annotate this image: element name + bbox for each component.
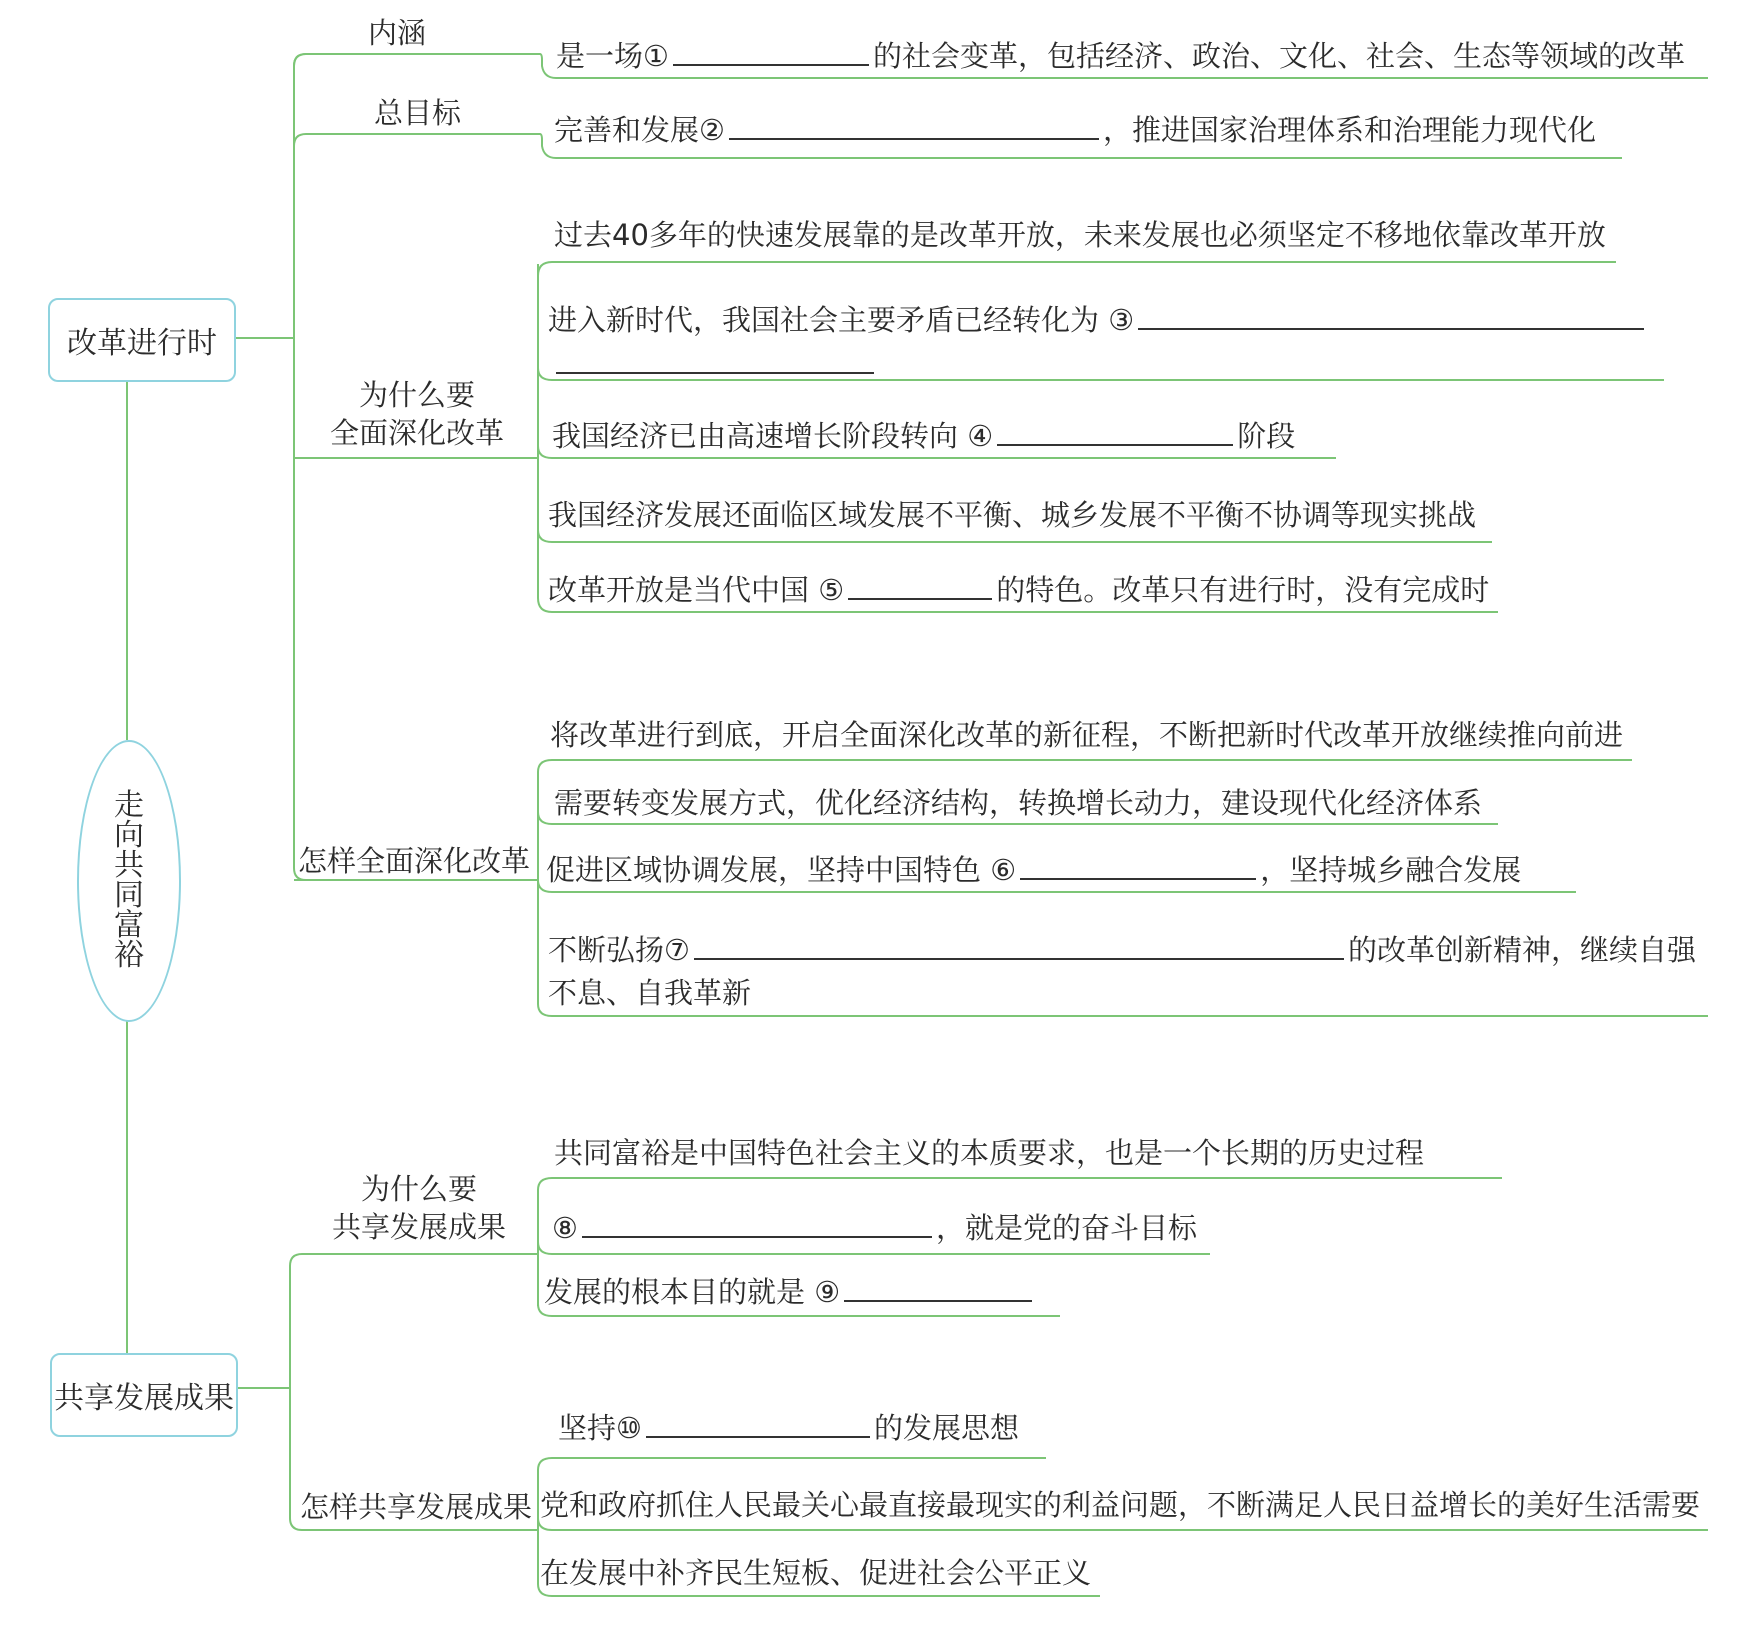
leaf-how-3: 促进区域协调发展，坚持中国特色 ⑥ ，坚持城乡融合发展 bbox=[546, 853, 1522, 887]
blank-1[interactable] bbox=[673, 38, 869, 66]
blank-10[interactable] bbox=[646, 1410, 870, 1438]
leaf-share-how-2: 党和政府抓住人民最关心最直接最现实的利益问题，不断满足人民日益增长的美好生活需要 bbox=[540, 1488, 1701, 1522]
blank-3[interactable] bbox=[1138, 302, 1644, 330]
how1-line-1 bbox=[538, 760, 1632, 772]
leaf-why-3: 我国经济已由高速增长阶段转向 ④ 阶段 bbox=[552, 419, 1296, 453]
branch-label-how-reform: 怎样全面深化改革 bbox=[298, 844, 531, 878]
section1-trunk bbox=[294, 54, 306, 880]
central-node bbox=[77, 740, 181, 1022]
branch-why2-underline bbox=[290, 1254, 538, 1266]
leaf-why-2: 进入新时代，我国社会主要矛盾已经转化为 ③ bbox=[548, 302, 1648, 337]
leaf-how-4-continuation: 不息、自我革新 bbox=[548, 976, 752, 1010]
leaf-neihan: 是一场① 的社会变革，包括经济、政治、文化、社会、生态等领域的改革 bbox=[556, 39, 1686, 73]
leaf-share-how-1: 坚持⑩ 的发展思想 bbox=[558, 1411, 1020, 1445]
branch-label-mubiao: 总目标 bbox=[374, 96, 462, 130]
leaf-share-how-3: 在发展中补齐民生短板、促进社会公平正义 bbox=[540, 1556, 1092, 1590]
branch-label-how-share: 怎样共享发展成果 bbox=[300, 1490, 533, 1524]
leaf-mubiao: 完善和发展② ，推进国家治理体系和治理能力现代化 bbox=[554, 113, 1597, 147]
why1-line-1 bbox=[538, 262, 1616, 276]
leaf-why-5: 改革开放是当代中国 ⑤ 的特色。改革只有进行时，没有完成时 bbox=[548, 573, 1490, 607]
leaf-why-1: 过去40多年的快速发展靠的是改革开放，未来发展也必须坚定不移地依靠改革开放 bbox=[554, 218, 1606, 252]
leaf-how-1: 将改革进行到底，开启全面深化改革的新征程，不断把新时代改革开放继续推向前进 bbox=[550, 718, 1624, 752]
central-node-label: 走向共同富裕 bbox=[114, 788, 144, 973]
leaf-how-4: 不断弘扬⑦ 的改革创新精神，继续自强 bbox=[548, 933, 1697, 967]
blank-2[interactable] bbox=[729, 112, 1099, 140]
blank-9[interactable] bbox=[844, 1274, 1032, 1302]
blank-7[interactable] bbox=[694, 932, 1344, 960]
branch-label-why-share-line2: 共享发展成果 bbox=[332, 1210, 507, 1244]
branch-label-why-share-line1: 为什么要 bbox=[361, 1172, 478, 1206]
leaf-share-why-3: 发展的根本目的就是 ⑨ bbox=[544, 1274, 1036, 1309]
leaf-why-4: 我国经济发展还面临区域发展不平衡、城乡发展不平衡不协调等现实挑战 bbox=[548, 498, 1477, 532]
branch-label-why-share bbox=[332, 1170, 506, 1246]
blank-6[interactable] bbox=[1020, 852, 1256, 880]
leaf-share-why-1: 共同富裕是中国特色社会主义的本质要求，也是一个长期的历史过程 bbox=[554, 1136, 1425, 1170]
section-box-share bbox=[50, 1353, 238, 1437]
leaf-how-2: 需要转变发展方式，优化经济结构，转换增长动力，建设现代化经济体系 bbox=[554, 786, 1483, 820]
branch-label-neihan: 内涵 bbox=[368, 16, 427, 50]
section-box-reform bbox=[48, 298, 236, 382]
how2-line-1 bbox=[538, 1458, 1046, 1470]
branch-label-why-reform bbox=[330, 376, 504, 452]
section-title-share: 共享发展成果 bbox=[54, 1381, 234, 1416]
branch-label-why-reform-line2: 全面深化改革 bbox=[330, 416, 505, 450]
blank-8[interactable] bbox=[582, 1210, 932, 1238]
why2-line-1 bbox=[538, 1178, 1502, 1190]
branch-label-why-reform-line1: 为什么要 bbox=[359, 378, 476, 412]
leaf-share-why-2: ⑧ ，就是党的奋斗目标 bbox=[552, 1211, 1198, 1245]
blank-5[interactable] bbox=[848, 572, 992, 600]
blank-4[interactable] bbox=[997, 418, 1233, 446]
section-title-reform: 改革进行时 bbox=[67, 326, 217, 361]
blank-3-continuation[interactable] bbox=[556, 346, 874, 374]
